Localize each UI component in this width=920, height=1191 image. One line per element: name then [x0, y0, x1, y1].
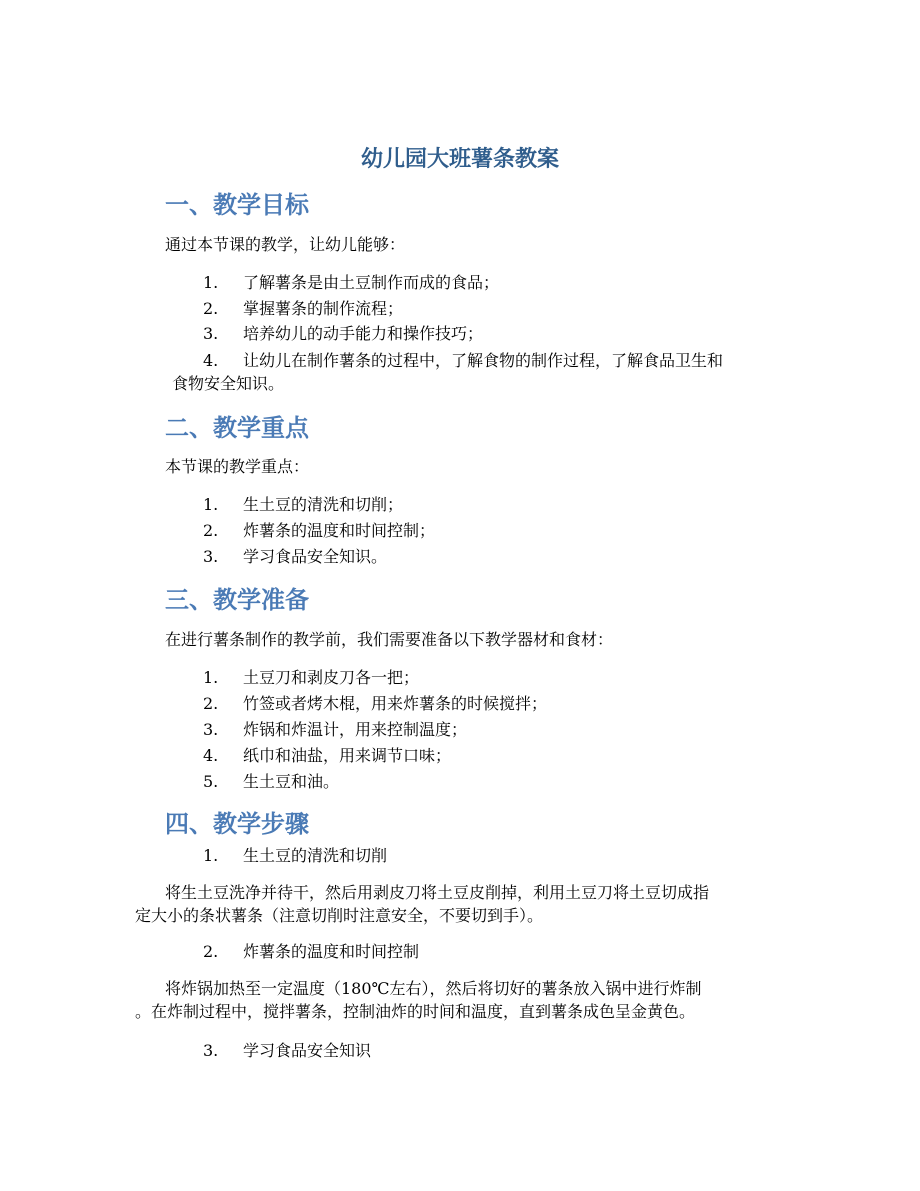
- list-number: 5.: [203, 772, 219, 791]
- list-number: 2.: [203, 942, 219, 961]
- document-title: 幼儿园大班薯条教案: [360, 146, 559, 172]
- list-text: 生土豆的清洗和切削: [243, 846, 388, 865]
- section-intro: 在进行薯条制作的教学前，我们需要准备以下教学器材和食材：: [165, 630, 614, 649]
- list-text: 炸锅和炸温计，用来控制温度；: [243, 720, 468, 739]
- section-intro: 通过本节课的教学，让幼儿能够：: [165, 235, 406, 254]
- section-heading-steps: 四、教学步骤: [165, 809, 309, 838]
- list-text: 了解薯条是由土豆制作而成的食品；: [243, 273, 500, 292]
- list-text: 土豆刀和剥皮刀各一把；: [243, 668, 420, 687]
- list-item-continuation: 食物安全知识。: [172, 374, 285, 393]
- list-text: 培养幼儿的动手能力和操作技巧；: [243, 324, 484, 343]
- list-text: 让幼儿在制作薯条的过程中，了解食物的制作过程，了解食品卫生和: [243, 351, 724, 370]
- step-body-line: 。在炸制过程中，搅拌薯条，控制油炸的时间和温度，直到薯条成色呈金黄色。: [135, 1002, 696, 1021]
- list-number: 3.: [203, 324, 219, 343]
- step-body-line: 定大小的条状薯条（注意切削时注意安全，不要切到手）。: [135, 906, 544, 925]
- step-body-line: 将生土豆洗净并待干，然后用剥皮刀将土豆皮削掉，利用土豆刀将土豆切成指: [165, 883, 710, 902]
- section-heading-preparation: 三、教学准备: [165, 585, 309, 614]
- list-text: 炸薯条的温度和时间控制；: [243, 521, 436, 540]
- list-number: 3.: [203, 1041, 219, 1060]
- list-text: 竹签或者烤木棍，用来炸薯条的时候搅拌；: [243, 694, 548, 713]
- step-body-line: 将炸锅加热至一定温度（180℃左右），然后将切好的薯条放入锅中进行炸制: [165, 979, 702, 998]
- list-text: 学习食品安全知识: [243, 1041, 372, 1060]
- list-number: 1.: [203, 668, 219, 687]
- list-number: 1.: [203, 273, 219, 292]
- list-number: 2.: [203, 521, 219, 540]
- list-text: 纸巾和油盐，用来调节口味；: [243, 746, 452, 765]
- section-heading-key-points: 二、教学重点: [165, 413, 309, 442]
- list-number: 4.: [203, 351, 219, 370]
- list-text: 生土豆的清洗和切削；: [243, 495, 404, 514]
- list-number: 3.: [203, 547, 219, 566]
- list-number: 3.: [203, 720, 219, 739]
- list-text: 炸薯条的温度和时间控制: [243, 942, 420, 961]
- section-heading-objectives: 一、教学目标: [165, 190, 309, 219]
- list-number: 2.: [203, 694, 219, 713]
- list-text: 掌握薯条的制作流程；: [243, 299, 404, 318]
- list-number: 2.: [203, 299, 219, 318]
- list-number: 1.: [203, 846, 219, 865]
- list-number: 4.: [203, 746, 219, 765]
- list-text: 生土豆和油。: [243, 772, 340, 791]
- section-intro: 本节课的教学重点：: [165, 457, 310, 476]
- list-number: 1.: [203, 495, 219, 514]
- list-text: 学习食品安全知识。: [243, 547, 388, 566]
